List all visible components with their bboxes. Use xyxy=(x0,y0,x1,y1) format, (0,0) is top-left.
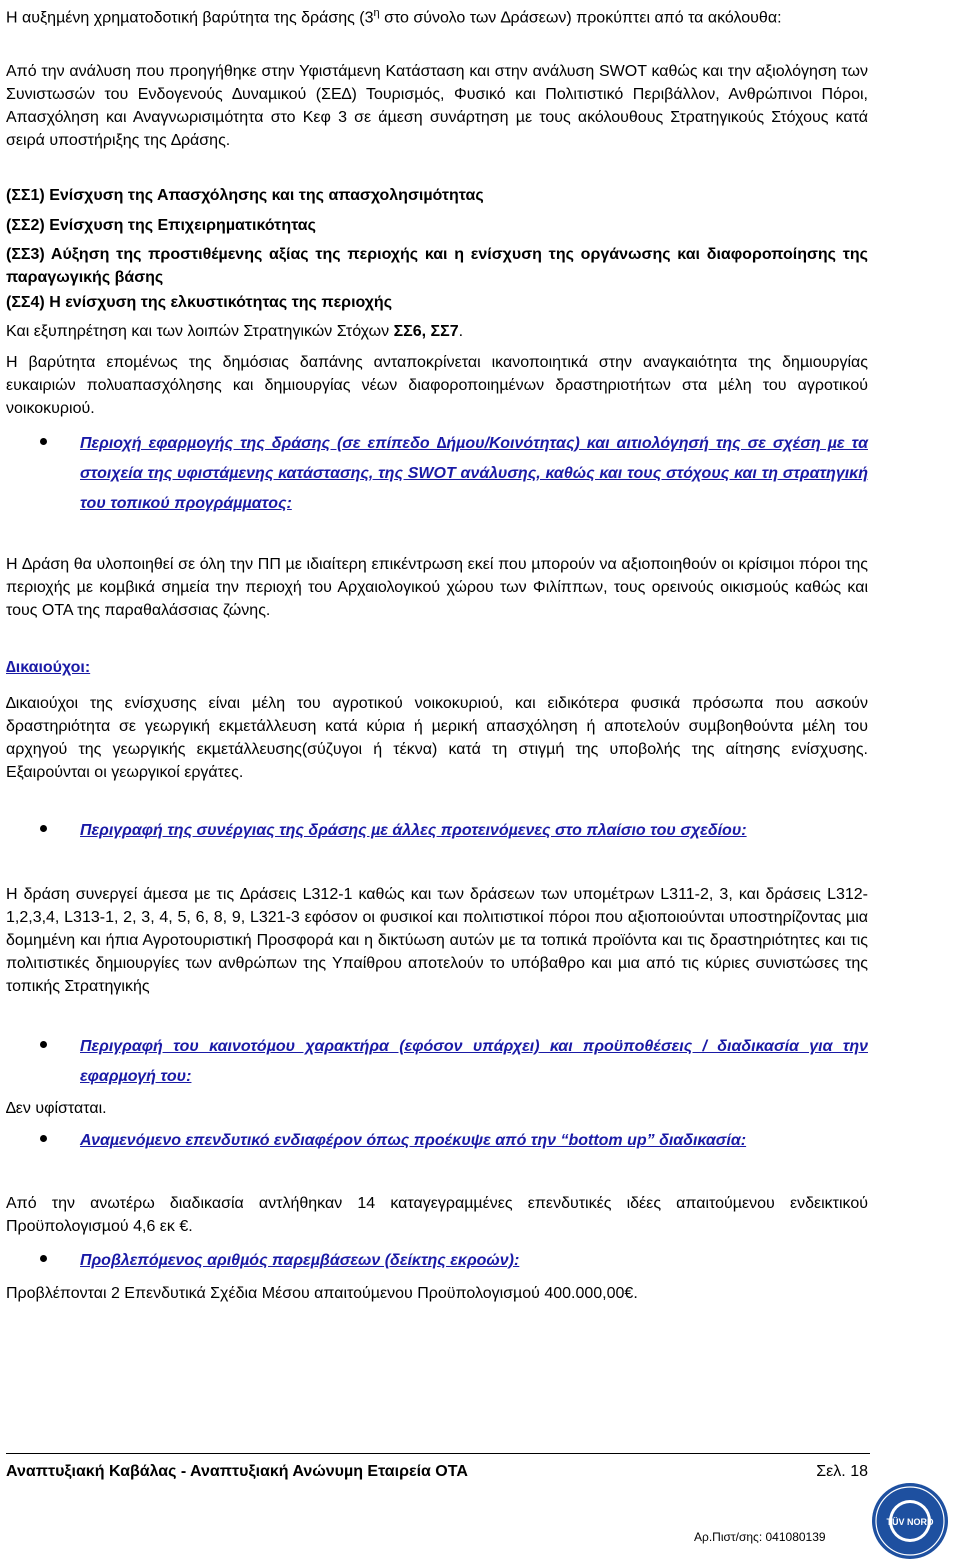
beneficiaries-paragraph: ∆ικαιούχοι της ενίσχυσης είναι µέλη του αγροτικού νοικοκυριού, και ειδικότερα φυσικά πρόσωπα που ασκούν δραστηριότητα σε γεωργική εκµετάλλευση κατά κύρια ή µερική απασχόληση ή αποτελούν συµβοηθούντα µέλη του αρχηγού της γεωργικής εκµετάλλευσης(σύζυγοι ή τέκνα) κατά τη στιγµή της υποβολής της αίτησης ενίσχυσης. Εξαιρούνται οι γεωργικοί εργάτες. xyxy=(6,695,868,781)
page-footer xyxy=(6,1463,868,1481)
bullet-innovation xyxy=(6,1032,868,1092)
bullet-area xyxy=(6,429,868,519)
synergy-paragraph: Η δράση συνεργεί άµεσα µε τις ∆ράσεις L312-1 καθώς και των δράσεων των υποµέτρων L311-2, 3, και δράσεις L312-1,2,3,4, L313-1, 2, 3, 4, 5, 6, 8, 9, L321-3 εφόσον οι φυσικοί και πολιτιστικοί πόροι που αξιοποιούνται υποστηρίζοντας µια δοµηµένη και ήπια Αγροτουριστική Προσφορά και η δικτύωση αυτών µε τα τοπικά προϊόντα και τις δραστηριότητες και τις πολιτιστικές δηµιουργίες των ανθρώπων της Υπαίθρου αποτελούν το υπόβαθρο και µια από τις κύριες συνιστώσες της τοπικής Στρατηγικής xyxy=(6,886,868,995)
goals-tail-bold: ΣΣ6, ΣΣ7 xyxy=(393,323,459,340)
goal-ss1: (ΣΣ1) Ενίσχυση της Απασχόλησης και της απασχολησιµότητας xyxy=(6,187,484,204)
bullet-innovation-text: Περιγραφή του καινοτόµου χαρακτήρα (εφόσον υπάρχει) και προϋποθέσεις / διαδικασία για την εφαρµογή του: xyxy=(80,1038,868,1085)
innovation-paragraph: ∆εν υφίσταται. xyxy=(6,1100,107,1117)
bullet-dot xyxy=(40,825,47,832)
weight-paragraph: Η βαρύτητα εποµένως της δηµόσιας δαπάνης ανταποκρίνεται ικανοποιητικά στην αναγκαιότητα της δηµιουργίας ευκαιριών πολυαπασχόλησης και δηµιουργίας νέων διαφοροποιηµένων δραστηριοτήτων στα µέλη του αγροτικού νοικοκυριού. xyxy=(6,354,868,417)
output-paragraph: Προβλέπονται 2 Επενδυτικά Σχέδια Μέσου απαιτούµενου Προϋπολογισµού 400.000,00€. xyxy=(6,1285,638,1302)
bullet-dot xyxy=(40,1255,47,1262)
bullet-output xyxy=(6,1246,868,1276)
seal-text: TÜV NORD xyxy=(886,1517,934,1527)
swot-paragraph: Από την ανάλυση που προηγήθηκε στην Υφιστάµενη Κατάσταση και στην ανάλυση SWOT καθώς και την αξιολόγηση των Συνιστωσών του Ενδογενούς ∆υναµικού (ΣΕ∆) Τουρισµός, Φυσικό και Πολιτιστικό Περιβάλλον, Ανθρώπινοι Πόροι, Απασχόληση και Αναγνωρισιµότητα στο Κεφ 3 σε άµεση συνάρτηση µε τους ακόλουθους Στρατηγικούς Στόχους κατά σειρά υποστήριξης της ∆ράσης. xyxy=(6,63,868,149)
bullet-dot xyxy=(40,1135,47,1142)
goals-tail-text: Και εξυπηρέτηση και των λοιπών Στρατηγικών Στόχων xyxy=(6,323,394,340)
bullet-dot xyxy=(40,1041,47,1048)
bullet-output-text: Προβλεπόµενος αριθµός παρεµβάσεων (δείκτης εκροών): xyxy=(80,1252,520,1269)
bullet-interest-text: Αναµενόµενο επενδυτικό ενδιαφέρον όπως προέκυψε από την “bottom up” διαδικασία: xyxy=(80,1132,747,1149)
intro-paragraph xyxy=(6,2,868,29)
goals-tail xyxy=(6,320,868,343)
bullet-synergy-text: Περιγραφή της συνέργιας της δράσης µε άλλες προτεινόµενες στο πλαίσιο του σχεδίου: xyxy=(80,822,747,839)
area-paragraph: Η ∆ράση θα υλοποιηθεί σε όλη την ΠΠ µε ιδιαίτερη επικέντρωση εκεί που µπορούν να αξιοποιηθούν οι κρίσιµοι πόροι της περιοχής µε κοµβικά σηµεία την περιοχή του Αρχαιολογικού χώρου των Φιλίππων, τους ορεινούς οικισµούς καθώς και τους ΟΤΑ της παραθαλάσσιας ζώνης. xyxy=(6,556,868,619)
bullet-synergy xyxy=(6,816,868,846)
bullet-area-text: Περιοχή εφαρµογής της δράσης (σε επίπεδο ∆ήµου/Κοινότητας) και αιτιολόγησή της σε σχέση µε τα στοιχεία της υφιστάµενης κατάστασης, της SWOT ανάλυσης, καθώς και τους στόχους και τη στρατηγική του τοπικού προγράµµατος: xyxy=(80,435,868,512)
goals-tail-end: . xyxy=(458,323,464,340)
bullet-dot xyxy=(40,438,47,445)
certification-number: Αρ.Πιστ/σης: 041080139 xyxy=(694,1530,826,1544)
intro-superscript: η xyxy=(373,7,380,19)
intro-text-end: στο σύνολο των ∆ράσεων) προκύπτει από τα ακόλουθα: xyxy=(379,9,782,27)
goal-ss4: (ΣΣ4) Η ενίσχυση της ελκυστικότητας της περιοχής xyxy=(6,294,393,311)
tuv-certification-seal-icon xyxy=(868,1480,952,1562)
page-number: Σελ. 18 xyxy=(816,1463,868,1480)
bullet-interest xyxy=(6,1126,868,1156)
footer-divider xyxy=(6,1453,870,1454)
footer-organization: Αναπτυξιακή Καβάλας - Αναπτυξιακή Ανώνυµη Εταιρεία ΟΤΑ xyxy=(6,1463,468,1480)
goal-ss2: (ΣΣ2) Ενίσχυση της Επιχειρηµατικότητας xyxy=(6,217,316,234)
beneficiaries-heading: ∆ικαιούχοι: xyxy=(6,659,91,676)
goal-ss3: (ΣΣ3) Αύξηση της προστιθέµενης αξίας της περιοχής και η ενίσχυση της οργάνωσης και διαφοροποίησης της παραγωγικής βάσης xyxy=(6,246,868,286)
interest-paragraph: Από την ανωτέρω διαδικασία αντλήθηκαν 14 καταγεγραµµένες επενδυτικές ιδέες απαιτούµενου ενδεικτικού Προϋπολογισµού 4,6 εκ €. xyxy=(6,1195,868,1235)
intro-text: Η αυξηµένη χρηµατοδοτική βαρύτητα της δράσης (3 xyxy=(6,9,374,27)
